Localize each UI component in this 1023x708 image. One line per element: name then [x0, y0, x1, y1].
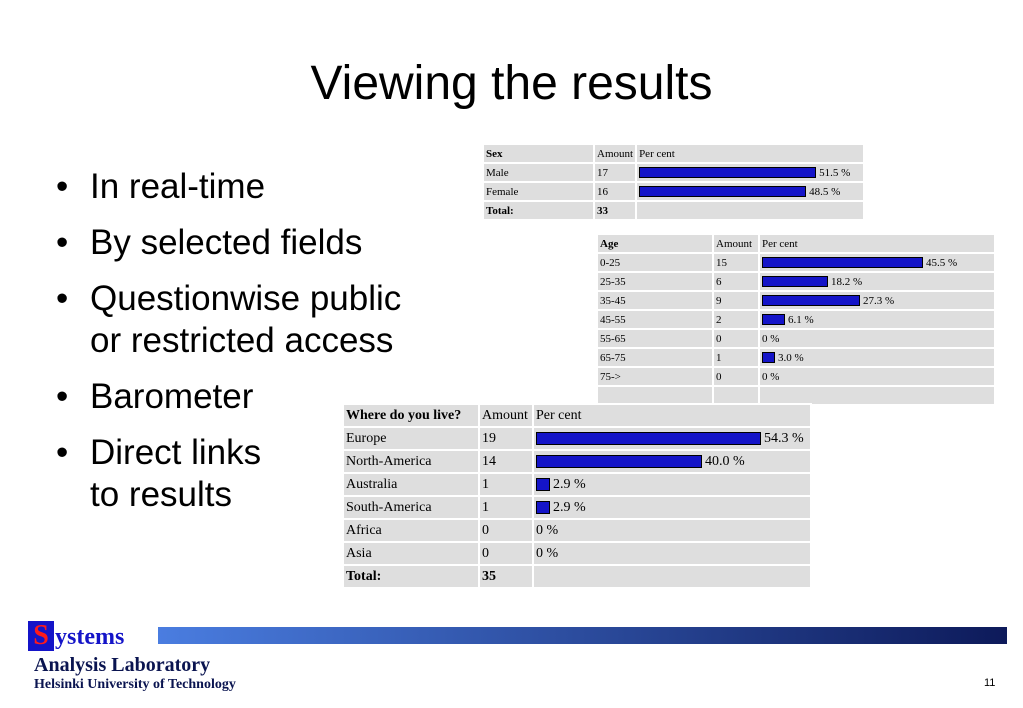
total-empty-cell: [534, 566, 810, 587]
percent-bar: [639, 167, 816, 178]
table-header: Per cent: [637, 145, 863, 162]
percent-text: 0 %: [536, 522, 559, 538]
row-amount: 2: [714, 311, 758, 328]
row-amount: 14: [480, 451, 532, 472]
row-percent-cell: [760, 330, 994, 347]
table-header: Per cent: [760, 235, 994, 252]
percent-text: 3.0 %: [778, 351, 804, 364]
row-label: Female: [484, 183, 593, 200]
slide-title: Viewing the results: [310, 57, 713, 110]
row-amount: 1: [480, 497, 532, 518]
table-row: [344, 451, 810, 472]
table-row: [344, 428, 810, 449]
row-percent-cell: [637, 183, 863, 200]
percent-bar: [762, 295, 860, 306]
bullet-text-continued: or restricted access: [90, 321, 394, 360]
row-label: 55-65: [598, 330, 712, 347]
table-row: [344, 543, 810, 564]
row-amount: 16: [595, 183, 635, 200]
row-percent-cell: [534, 543, 810, 564]
logo-gradient-bar: [158, 627, 1007, 644]
table-row: [598, 368, 994, 385]
age-results-table: [596, 233, 996, 406]
row-percent-cell: [760, 254, 994, 271]
row-label: Male: [484, 164, 593, 181]
logo-s-letter: S: [28, 621, 54, 651]
total-label: Total:: [344, 566, 478, 587]
table-row: [598, 273, 994, 290]
bullet-item: [52, 222, 401, 264]
percent-text: 48.5 %: [809, 185, 841, 198]
row-label: South-America: [344, 497, 478, 518]
percent-text: 2.9 %: [553, 476, 586, 492]
row-amount: 0: [714, 330, 758, 347]
row-percent-cell: [637, 164, 863, 181]
percent-text: 0 %: [536, 545, 559, 561]
bullet-text: In real-time: [90, 167, 266, 206]
percent-bar: [536, 432, 761, 445]
percent-text: 0 %: [762, 370, 780, 383]
lab-name: Analysis Laboratory: [34, 654, 211, 676]
table-row: [598, 254, 994, 271]
bullet-text: Direct links: [90, 433, 262, 472]
percent-bar: [536, 478, 550, 491]
row-amount: 0: [714, 368, 758, 385]
percent-bar: [536, 501, 550, 514]
row-label: 65-75: [598, 349, 712, 366]
percent-text: 27.3 %: [863, 294, 895, 307]
sex-results-table: [482, 143, 865, 221]
row-percent-cell: [534, 474, 810, 495]
row-amount: 15: [714, 254, 758, 271]
percent-text: 51.5 %: [819, 166, 851, 179]
row-amount: 1: [714, 349, 758, 366]
university-name: Helsinki University of Technology: [34, 677, 236, 692]
percent-text: 2.9 %: [553, 499, 586, 515]
row-amount: 17: [595, 164, 635, 181]
row-label: 25-35: [598, 273, 712, 290]
table-header: Amount: [480, 405, 532, 426]
row-label: Europe: [344, 428, 478, 449]
table-header: Amount: [595, 145, 635, 162]
row-amount: 9: [714, 292, 758, 309]
table-total-row: [344, 566, 810, 587]
row-percent-cell: [760, 292, 994, 309]
table-total-row: [484, 202, 863, 219]
percent-bar: [762, 314, 785, 325]
table-row: [344, 520, 810, 541]
table-header: Amount: [714, 235, 758, 252]
row-amount: 0: [480, 520, 532, 541]
percent-bar: [639, 186, 806, 197]
total-amount: 33: [595, 202, 635, 219]
row-percent-cell: [760, 273, 994, 290]
percent-text: 54.3 %: [764, 430, 804, 446]
logo-ystems-text: ystems: [55, 624, 125, 650]
percent-bar: [762, 276, 828, 287]
table-row: [598, 292, 994, 309]
row-label: 75->: [598, 368, 712, 385]
location-results-table: [342, 403, 812, 589]
row-amount: 19: [480, 428, 532, 449]
table-row: [598, 387, 994, 404]
table-header: Where do you live?: [344, 405, 478, 426]
bullet-item: [52, 166, 401, 208]
row-label: Africa: [344, 520, 478, 541]
row-percent-cell: [760, 311, 994, 328]
table-row: [598, 311, 994, 328]
page-number: 11: [984, 677, 996, 689]
bullet-text: By selected fields: [90, 223, 363, 262]
row-label: 0-25: [598, 254, 712, 271]
table-row: [598, 349, 994, 366]
row-amount: [714, 387, 758, 404]
percent-text: 0 %: [762, 332, 780, 345]
row-amount: 6: [714, 273, 758, 290]
bullet-text: Barometer: [90, 377, 254, 416]
row-percent-cell: [760, 387, 994, 404]
total-label: Total:: [484, 202, 593, 219]
row-label: 35-45: [598, 292, 712, 309]
percent-bar: [762, 257, 923, 268]
percent-bar: [536, 455, 702, 468]
row-percent-cell: [534, 497, 810, 518]
bullet-text: Questionwise public: [90, 279, 402, 318]
percent-text: 45.5 %: [926, 256, 958, 269]
total-amount: 35: [480, 566, 532, 587]
table-row: [598, 330, 994, 347]
percent-text: 40.0 %: [705, 453, 745, 469]
row-label: [598, 387, 712, 404]
row-percent-cell: [534, 428, 810, 449]
table-header: Age: [598, 235, 712, 252]
row-percent-cell: [760, 349, 994, 366]
row-percent-cell: [760, 368, 994, 385]
row-percent-cell: [534, 451, 810, 472]
table-row: [344, 474, 810, 495]
table-row: [484, 164, 863, 181]
row-label: Asia: [344, 543, 478, 564]
percent-bar: [762, 352, 775, 363]
row-label: 45-55: [598, 311, 712, 328]
percent-text: 6.1 %: [788, 313, 814, 326]
row-percent-cell: [534, 520, 810, 541]
table-header: Per cent: [534, 405, 810, 426]
bullet-text-continued: to results: [90, 475, 232, 514]
row-label: North-America: [344, 451, 478, 472]
row-amount: 1: [480, 474, 532, 495]
row-amount: 0: [480, 543, 532, 564]
table-row: [344, 497, 810, 518]
total-empty-cell: [637, 202, 863, 219]
bullet-item: [52, 278, 401, 362]
table-row: [484, 183, 863, 200]
percent-text: 18.2 %: [831, 275, 863, 288]
table-header: Sex: [484, 145, 593, 162]
row-label: Australia: [344, 474, 478, 495]
